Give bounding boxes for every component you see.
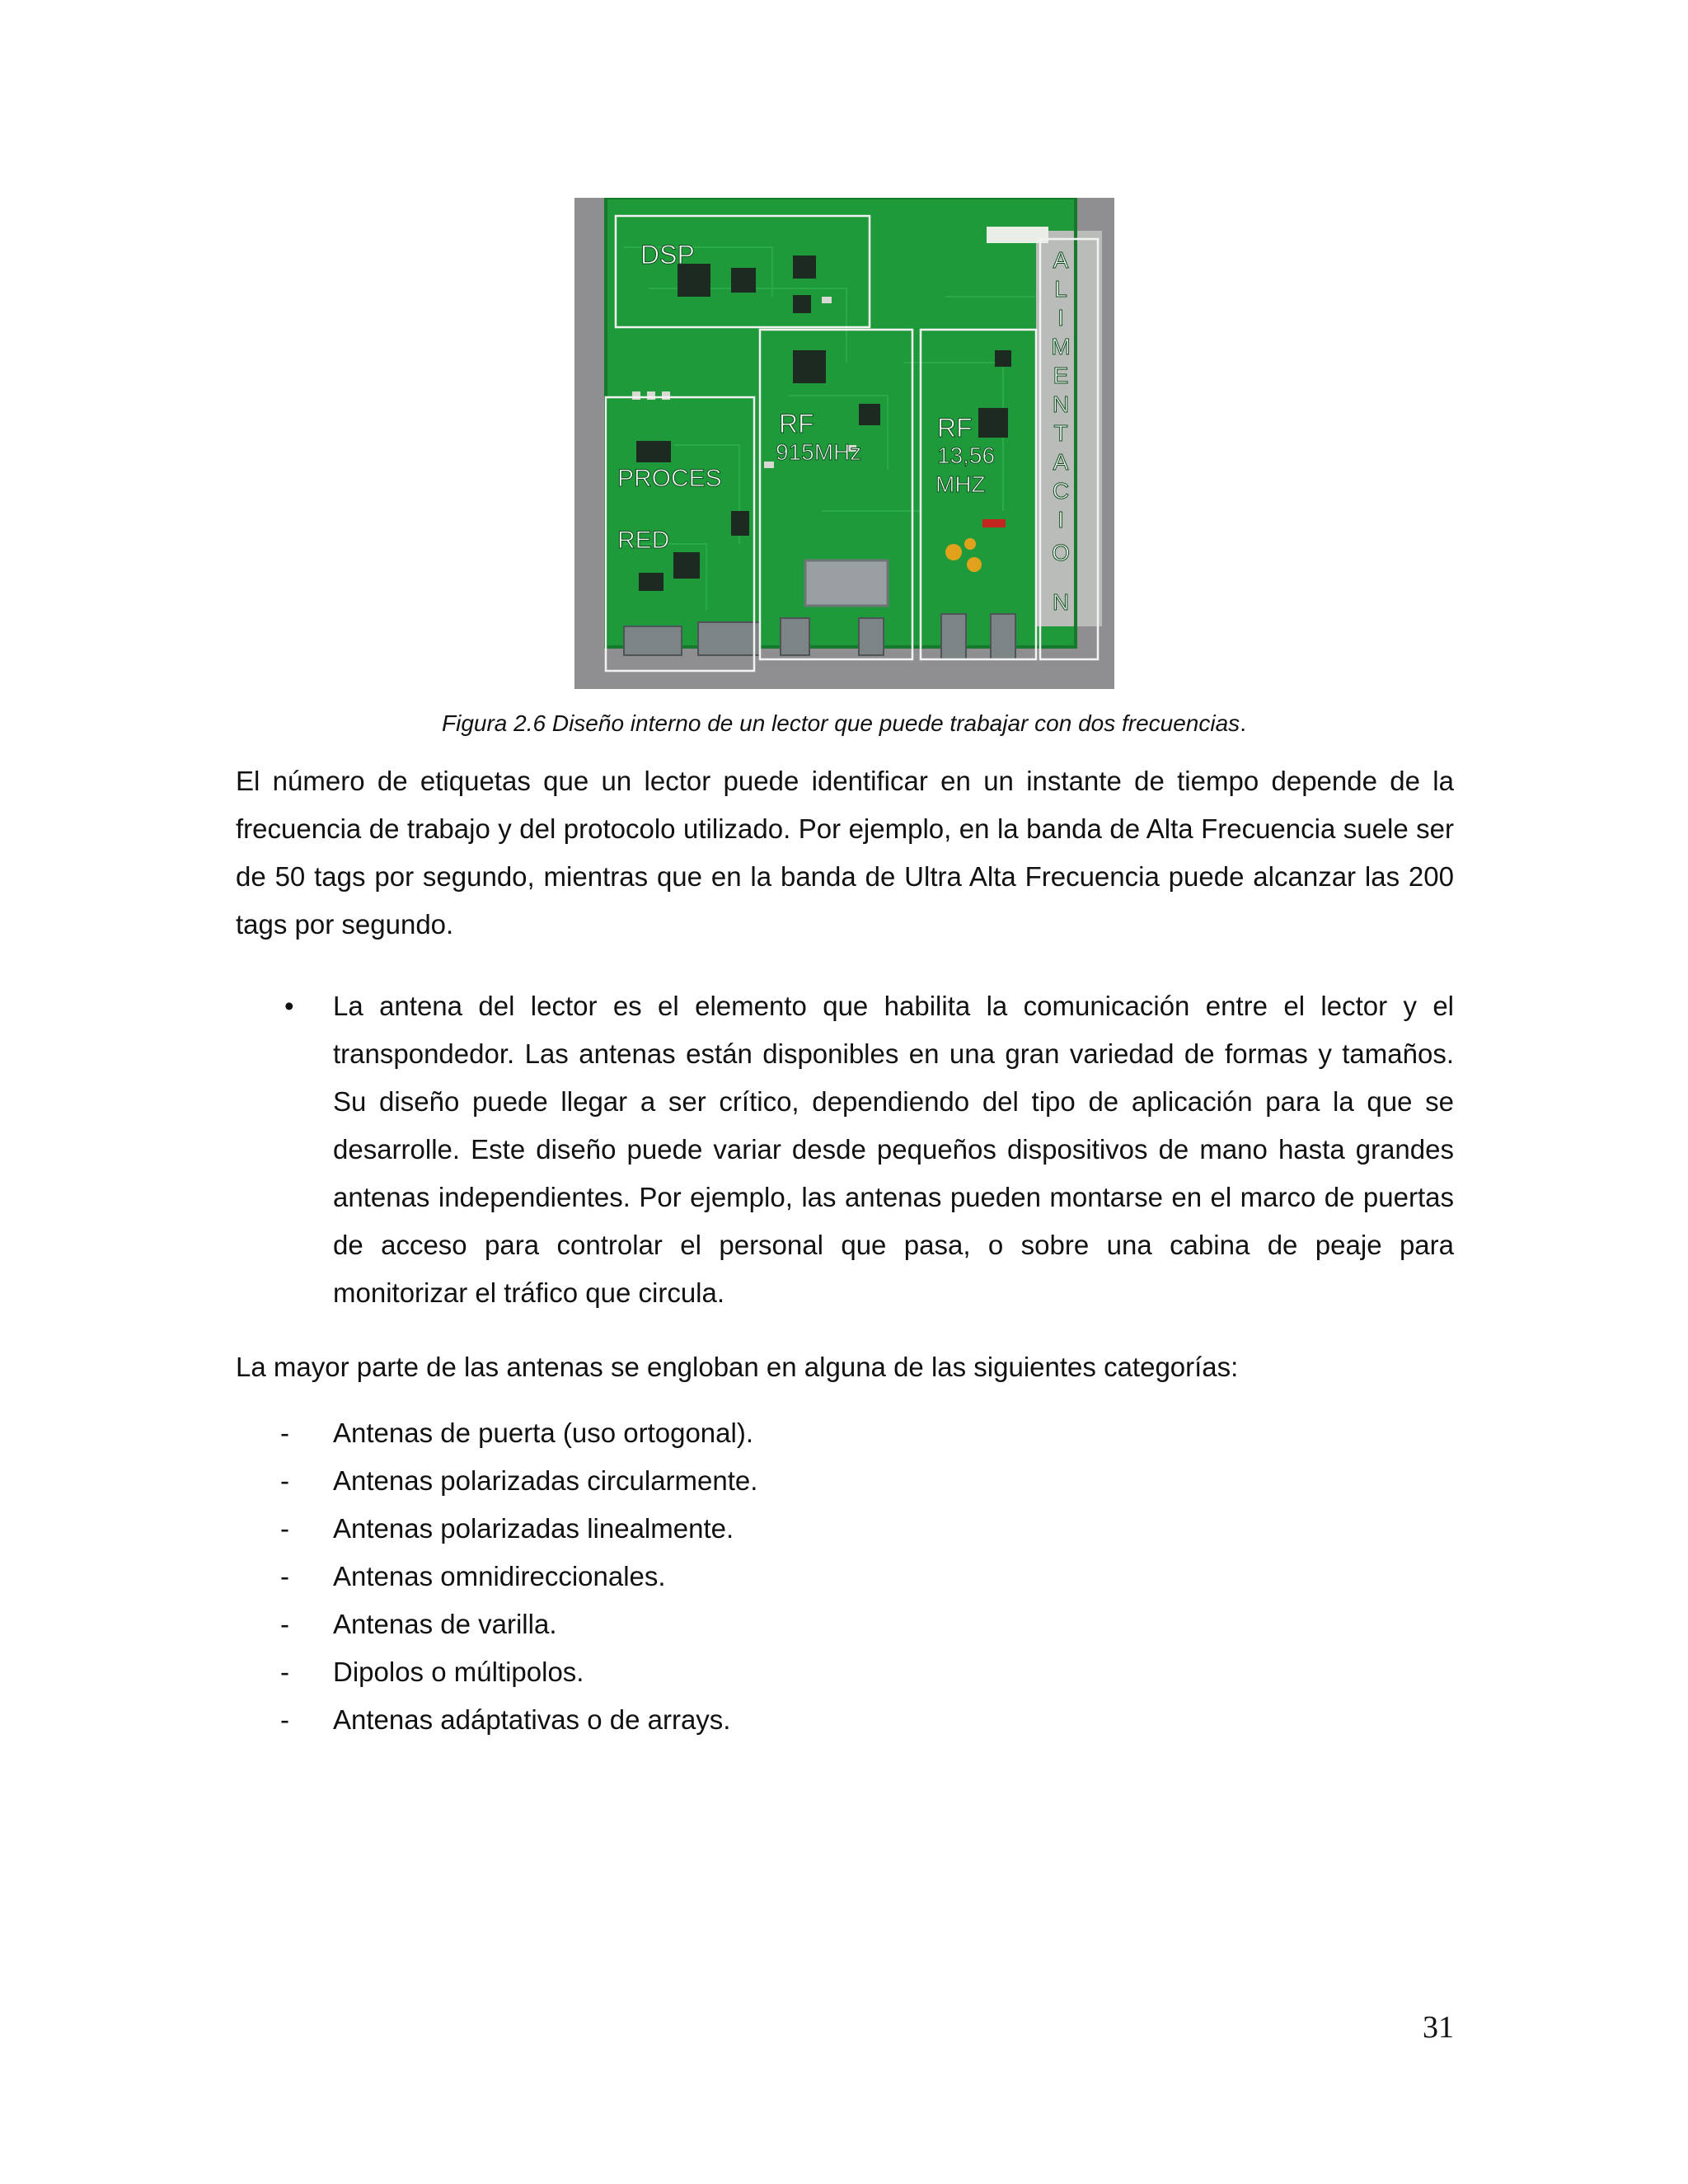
- list-item: - Antenas de puerta (uso ortogonal).: [280, 1418, 754, 1448]
- svg-text:T: T: [1053, 420, 1068, 446]
- label-red: RED: [617, 527, 670, 554]
- label-rf1356-line3: MHZ: [935, 471, 986, 497]
- list-item: - Antenas de varilla.: [280, 1609, 557, 1639]
- antenna-category-list: [280, 1409, 757, 1744]
- list-item: - Dipolos o múltipolos.: [280, 1657, 584, 1687]
- list-item: - Antenas polarizadas linealmente.: [280, 1513, 734, 1544]
- page-number: 31: [1423, 2010, 1454, 2045]
- svg-text:C: C: [1052, 478, 1070, 504]
- svg-text:I: I: [1057, 507, 1064, 532]
- list-item: - Antenas omnidireccionales.: [280, 1561, 666, 1591]
- svg-text:A: A: [1053, 449, 1069, 475]
- figure-caption: [0, 710, 1688, 738]
- circuit-board-illustration: [574, 198, 1114, 689]
- list-item: - Antenas adáptativas o de arrays.: [280, 1704, 731, 1735]
- label-rf915-line2: 915MHz: [776, 439, 862, 465]
- circuit-board-figure: [574, 198, 1114, 689]
- svg-text:E: E: [1053, 363, 1069, 388]
- svg-text:A: A: [1053, 247, 1069, 273]
- svg-text:L: L: [1054, 276, 1067, 302]
- power-rail-connector: [1036, 231, 1102, 626]
- svg-text:I: I: [1057, 305, 1064, 330]
- bullet-marker: •: [284, 991, 294, 1021]
- svg-text:M: M: [1051, 334, 1071, 359]
- list-item: - Antenas polarizadas circularmente.: [280, 1465, 758, 1496]
- svg-text:N: N: [1052, 391, 1070, 417]
- svg-text:O: O: [1052, 540, 1070, 565]
- svg-text:N: N: [1052, 589, 1070, 615]
- label-rf1356-line2: 13,56: [937, 443, 996, 468]
- label-rf915-line1: RF: [779, 409, 814, 438]
- figure-caption-period: .: [1240, 710, 1246, 736]
- paragraph-tags-per-second: El número de etiquetas que un lector puede identificar en un instante de tiempo depende de la frecuencia de trabajo y del protocolo utilizado. Por ejemplo, en la banda de Alta Frecuencia suele ser de 50 tags por segundo, mientras que en la banda de Ultra Alta Frecuencia puede alcanzar las 200 tags por segundo.: [236, 766, 1454, 940]
- label-dsp: DSP: [640, 240, 695, 269]
- paragraph-antenna-categories: La mayor parte de las antenas se engloban en alguna de las siguientes categorías:: [236, 1352, 1239, 1382]
- label-proces: PROCES: [617, 465, 722, 492]
- bullet-antenna-description: La antena del lector es el elemento que habilita la comunicación entre el lector y el transpondedor. Las antenas están disponibles en una gran variedad de formas y tamaños. Su diseño puede llegar a ser crítico, dependiendo del tipo de aplicación para la que se desarrolle. Este diseño puede variar desde pequeños dispositivos de mano hasta grandes antenas independientes. Por ejemplo, las antenas pueden montarse en el marco de puertas de acceso para controlar el personal que pasa, o sobre una cabina de peaje para monitorizar el tráfico que circula.: [333, 991, 1454, 1308]
- figure-caption-text: Figura 2.6 Diseño interno de un lector que puede trabajar con dos frecuencias: [442, 710, 1240, 736]
- label-rf1356-line1: RF: [937, 413, 973, 443]
